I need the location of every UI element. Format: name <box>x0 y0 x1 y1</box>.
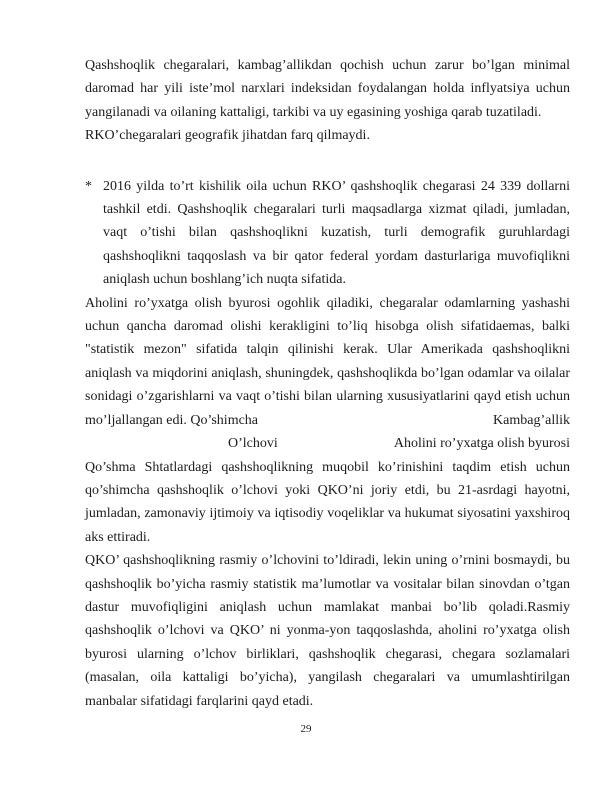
text-line: RKO’chegaralari geografik jihatdan farq qilmaydi. <box>85 128 370 144</box>
text-line: yangilanadi va oilaning kattaligi, tarkibi va uy egasining yoshiga qarab tuzatiladi. <box>85 104 542 120</box>
text-line: vaqt o’tishi bilan qashshoqlikni kuzatish, turli demografik guruhlardagi <box>103 225 570 241</box>
split-line-right: Aholini ro’yxatga olish byurosi <box>393 436 570 452</box>
paragraph <box>85 54 570 124</box>
text-line: daromad har yili iste’mol narxlari indeksidan foydalangan holda inflyatsiya uchun <box>85 81 570 97</box>
text-line: Aholini ro’yxatga olish byurosi ogohlik qiladiki, chegaralar odamlarning yashashi <box>85 295 570 311</box>
page-footer <box>0 723 612 736</box>
text-line: sonidagi o’zgarishlarni va vaqt o’tishi bilan ularning xususiyatlarini qayd etish uchun <box>85 389 570 405</box>
page-number: 29 <box>300 723 312 735</box>
document-body <box>85 54 570 713</box>
text-line: qashshoqlik o’lchovi va QKO’ ni yonma-yon taqqoslashda, aholini ro’yxatga olish <box>85 623 570 639</box>
text-line: tashkil etdi. Qashshoqlik chegaralari turli maqsadlarga xizmat qiladi, jumladan, <box>103 202 570 218</box>
text-line: uchun qancha daromad olishi kerakligini to’liq hisobga olish sifatidaemas, balki <box>85 319 570 335</box>
paragraph <box>85 456 570 550</box>
text-line: (masalan, oila kattaligi bo’yicha), yangilash chegaralari va umumlashtirilgan <box>85 670 570 686</box>
split-line-left: mo’ljallangan edi. Qo’shimcha <box>85 412 259 428</box>
text-line: byurosi ularning o’lchov birliklari, qashshoqlik chegarasi, chegara sozlamalari <box>85 646 570 662</box>
paragraph <box>85 292 570 456</box>
text-line <box>85 409 570 432</box>
text-line: Qashshoqlik chegaralari, kambag’allikdan qochish uchun zarur bo’lgan minimal <box>85 58 570 73</box>
text-line: manbalar sifatidagi farqlarini qayd etadi. <box>85 693 314 709</box>
paragraph <box>85 124 570 147</box>
paragraph <box>85 549 570 713</box>
text-line: "statistik mezon" sifatida talqin qilinishi kerak. Ular Amerikada qashshoqlikni <box>85 342 570 358</box>
text-line: qashshoqlik bo’yicha rasmiy statistik ma’lumotlar va vositalar bilan sinovdan o’tgan <box>85 576 570 592</box>
text-line: dastur muvofiqligini aniqlash uchun mamlakat manbai bo’lib qoladi.Rasmiy <box>85 599 570 615</box>
bullet-marker: * <box>85 178 92 194</box>
text-line: QKO’ qashshoqlikning rasmiy o’lchovini to’ldiradi, lekin uning o’rnini bosmaydi, bu <box>85 553 570 569</box>
paragraph-spacer <box>85 148 570 175</box>
text-line: qo’shimcha qashshoqlik o’lchovi yoki QKO’ni joriy etdi, bu 21-asrdagi hayotni, <box>85 482 570 498</box>
text-line: aniqlash va miqdorini aniqlash, shuningdek, qashshoqlikda bo’lgan odamlar va oilalar <box>85 365 570 381</box>
text-line <box>85 432 570 455</box>
text-line: jumladan, zamonaviy ijtimoiy va iqtisodiy voqeliklar va hukumat siyosatini yaxshiroq <box>85 506 570 522</box>
split-line-right: Kambag’allik <box>493 412 570 428</box>
split-line-left: O’lchovi <box>228 436 278 452</box>
text-line: aniqlash uchun boshlang’ich nuqta sifatida. <box>103 272 346 288</box>
bullet-paragraph <box>85 175 570 292</box>
text-line: qashshoqlikni taqqoslash va bir qator federal yordam dasturlariga muvofiqlikni <box>103 248 570 264</box>
text-line: aks ettiradi. <box>85 529 151 545</box>
text-line: 2016 yilda to’rt kishilik oila uchun RKO’ qashshoqlik chegarasi 24 339 dollarni <box>103 178 570 194</box>
text-line: Qo’shma Shtatlardagi qashshoqlikning muqobil ko’rinishini taqdim etish uchun <box>85 459 570 475</box>
